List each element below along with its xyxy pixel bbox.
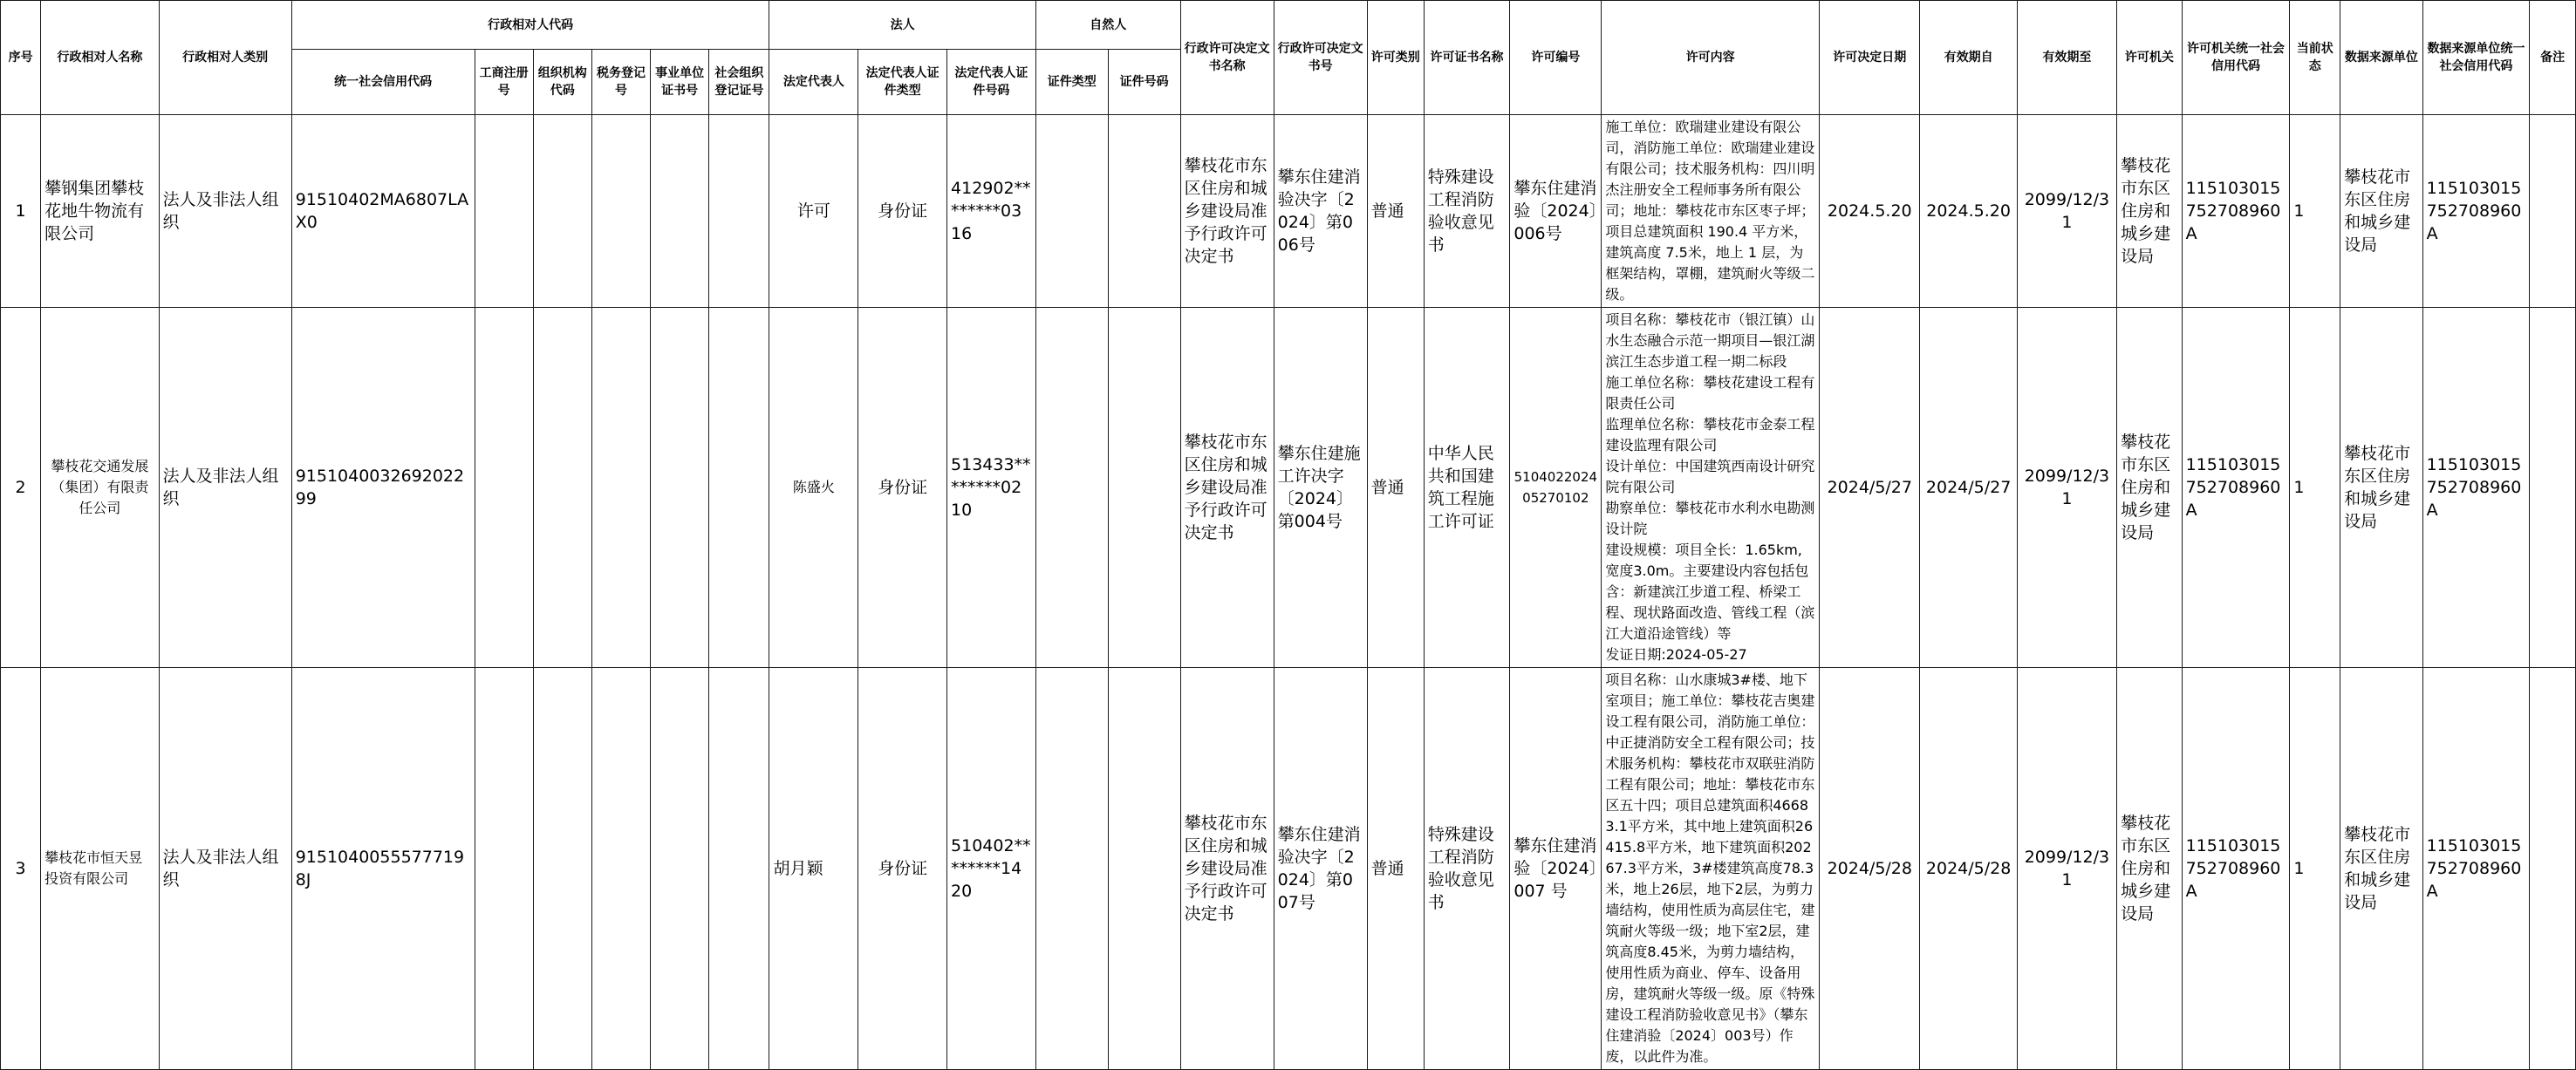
cell-decision-doc-name[interactable]: 攀枝花市东区住房和城乡建设局准予行政许可决定书 (1180, 308, 1274, 668)
header-seq[interactable]: 序号 (1, 1, 41, 115)
header-cert-type[interactable]: 证件类型 (1035, 50, 1108, 115)
cell-cert-no[interactable] (1108, 668, 1180, 1070)
cell-seq[interactable]: 3 (1, 668, 41, 1070)
cell-legal-rep[interactable]: 许可 (769, 115, 858, 308)
header-status[interactable]: 当前状态 (2290, 1, 2340, 115)
cell-code-tax[interactable] (591, 668, 650, 1070)
header-code-institution[interactable]: 事业单位证书号 (651, 50, 709, 115)
cell-remark[interactable] (2530, 668, 2576, 1070)
header-natural-group[interactable]: 自然人 (1035, 1, 1180, 50)
cell-source-unit[interactable]: 攀枝花市东区住房和城乡建设局 (2340, 668, 2422, 1070)
cell-permit-no[interactable]: 攀东住建消验〔2024〕006号 (1510, 115, 1602, 308)
cell-decision-doc-no[interactable]: 攀东住建施工许决字〔2024〕第004号 (1274, 308, 1367, 668)
cell-code-social[interactable] (709, 308, 769, 668)
header-permit-cert-name[interactable]: 许可证书名称 (1424, 1, 1510, 115)
header-permit-no[interactable]: 许可编号 (1510, 1, 1602, 115)
cell-code-usc[interactable]: 91510402MA6807LAX0 (291, 115, 475, 308)
cell-code-usc[interactable]: 91510400555777198J (291, 668, 475, 1070)
header-legal-group[interactable]: 法人 (769, 1, 1035, 50)
cell-legal-cert-no[interactable]: 412902********0316 (947, 115, 1036, 308)
cell-party-name[interactable]: 攀枝花市恒天昱投资有限公司 (41, 668, 159, 1070)
cell-party-type[interactable]: 法人及非法人组织 (159, 115, 291, 308)
header-source-code[interactable]: 数据来源单位统一社会信用代码 (2422, 1, 2530, 115)
table-row (1, 668, 2576, 1070)
header-code-social[interactable]: 社会组织登记证号 (709, 50, 769, 115)
header-remark[interactable]: 备注 (2530, 1, 2576, 115)
header-authority-code[interactable]: 许可机关统一社会信用代码 (2182, 1, 2290, 115)
cell-permit-cert-name[interactable]: 中华人民共和国建筑工程施工许可证 (1424, 308, 1510, 668)
cell-source-unit[interactable]: 攀枝花市东区住房和城乡建设局 (2340, 308, 2422, 668)
cell-source-code[interactable]: 115103015752708960A (2422, 668, 2530, 1070)
header-code-tax[interactable]: 税务登记号 (591, 50, 650, 115)
header-legal-rep[interactable]: 法定代表人 (769, 50, 858, 115)
cell-decision-doc-no[interactable]: 攀东住建消验决字〔2024〕第007号 (1274, 668, 1367, 1070)
cell-party-name[interactable]: 攀钢集团攀枝花地牛物流有限公司 (41, 115, 159, 308)
cell-legal-rep[interactable]: 陈盛火 (769, 308, 858, 668)
cell-code-social[interactable] (709, 115, 769, 308)
cell-permit-cert-name[interactable]: 特殊建设工程消防验收意见书 (1424, 115, 1510, 308)
cell-valid-to[interactable]: 2099/12/31 (2017, 115, 2116, 308)
cell-cert-type[interactable] (1035, 308, 1108, 668)
cell-permit-authority[interactable]: 攀枝花市东区住房和城乡建设局 (2117, 115, 2183, 308)
cell-legal-cert-type[interactable]: 身份证 (858, 308, 947, 668)
cell-valid-to[interactable]: 2099/12/31 (2017, 308, 2116, 668)
cell-permit-category[interactable]: 普通 (1367, 308, 1424, 668)
header-permit-category[interactable]: 许可类别 (1367, 1, 1424, 115)
header-decision-doc-name[interactable]: 行政许可决定文书名称 (1180, 1, 1274, 115)
cell-decision-doc-no[interactable]: 攀东住建消验决字〔2024〕第006号 (1274, 115, 1367, 308)
cell-authority-code[interactable]: 115103015752708960A (2182, 668, 2290, 1070)
cell-code-institution[interactable] (651, 308, 709, 668)
cell-cert-no[interactable] (1108, 115, 1180, 308)
header-valid-to[interactable]: 有效期至 (2017, 1, 2116, 115)
cell-source-code[interactable]: 115103015752708960A (2422, 308, 2530, 668)
cell-permit-category[interactable]: 普通 (1367, 668, 1424, 1070)
cell-decision-doc-name[interactable]: 攀枝花市东区住房和城乡建设局准予行政许可决定书 (1180, 115, 1274, 308)
cell-status[interactable]: 1 (2290, 308, 2340, 668)
table-row (1, 115, 2576, 308)
cell-decision-date[interactable]: 2024.5.20 (1820, 115, 1920, 308)
header-party-name[interactable]: 行政相对人名称 (41, 1, 159, 115)
cell-source-unit[interactable]: 攀枝花市东区住房和城乡建设局 (2340, 115, 2422, 308)
cell-permit-category[interactable]: 普通 (1367, 115, 1424, 308)
header-decision-doc-no[interactable]: 行政许可决定文书号 (1274, 1, 1367, 115)
cell-party-type[interactable]: 法人及非法人组织 (159, 308, 291, 668)
cell-code-org[interactable] (533, 308, 591, 668)
header-party-type[interactable]: 行政相对人类别 (159, 1, 291, 115)
cell-remark[interactable] (2530, 115, 2576, 308)
cell-permit-cert-name[interactable]: 特殊建设工程消防验收意见书 (1424, 668, 1510, 1070)
cell-authority-code[interactable]: 115103015752708960A (2182, 115, 2290, 308)
cell-seq[interactable]: 2 (1, 308, 41, 668)
cell-legal-cert-no[interactable]: 513433********0210 (947, 308, 1036, 668)
header-legal-cert-no[interactable]: 法定代表人证件号码 (947, 50, 1036, 115)
cell-code-org[interactable] (533, 668, 591, 1070)
table-row (1, 308, 2576, 668)
cell-authority-code[interactable]: 115103015752708960A (2182, 308, 2290, 668)
header-decision-date[interactable]: 许可决定日期 (1820, 1, 1920, 115)
cell-code-social[interactable] (709, 668, 769, 1070)
cell-code-tax[interactable] (591, 115, 650, 308)
cell-legal-cert-type[interactable]: 身份证 (858, 668, 947, 1070)
cell-cert-no[interactable] (1108, 308, 1180, 668)
cell-code-business[interactable] (475, 115, 533, 308)
header-valid-from[interactable]: 有效期自 (1920, 1, 2017, 115)
cell-legal-cert-type[interactable]: 身份证 (858, 115, 947, 308)
header-permit-content[interactable]: 许可内容 (1602, 1, 1820, 115)
cell-code-tax[interactable] (591, 308, 650, 668)
cell-seq[interactable]: 1 (1, 115, 41, 308)
header-cert-no[interactable]: 证件号码 (1108, 50, 1180, 115)
cell-code-business[interactable] (475, 308, 533, 668)
cell-valid-from[interactable]: 2024/5/27 (1920, 308, 2017, 668)
header-source-unit[interactable]: 数据来源单位 (2340, 1, 2422, 115)
header-code-business[interactable]: 工商注册号 (475, 50, 533, 115)
cell-remark[interactable] (2530, 308, 2576, 668)
cell-permit-no[interactable]: 攀东住建消验〔2024〕007 号 (1510, 668, 1602, 1070)
cell-code-org[interactable] (533, 115, 591, 308)
cell-valid-from[interactable]: 2024.5.20 (1920, 115, 2017, 308)
cell-code-institution[interactable] (651, 668, 709, 1070)
cell-permit-content[interactable]: 项目名称：攀枝花市（银江镇）山水生态融合示范一期项目—银江湖滨江生态步道工程一期二标段 施工单位名称：攀枝花建设工程有限责任公司 监理单位名称：攀枝花市金泰工程建设监理有限公司 设计单位：中国建筑西南设计研究院有限公司 勘察单位：攀枝花市水利水电勘测设计院 建设规模：项目全长：1.65km,宽度3.0m。主要建设内容包括包含：新建滨江步道工程、桥梁工程、现状路面改造、管线工程（滨江大道沿途管线）等 发证日期:2024-05-27 (1602, 308, 1820, 668)
cell-cert-type[interactable] (1035, 115, 1108, 308)
cell-code-institution[interactable] (651, 115, 709, 308)
cell-code-business[interactable] (475, 668, 533, 1070)
cell-code-usc[interactable]: 915104003269202299 (291, 308, 475, 668)
header-code-org[interactable]: 组织机构代码 (533, 50, 591, 115)
cell-source-code[interactable]: 115103015752708960A (2422, 115, 2530, 308)
header-permit-authority[interactable]: 许可机关 (2117, 1, 2183, 115)
cell-permit-content[interactable]: 施工单位：欧瑞建业建设有限公司，消防施工单位：欧瑞建业建设有限公司；技术服务机构：四川明杰注册安全工程师事务所有限公司；地址：攀枝花市东区枣子坪；项目总建筑面积 190.4 平方米，建筑高度 7.5米，地上 1 层，为框架结构，罩棚，建筑耐火等级二级。 (1602, 115, 1820, 308)
cell-permit-content[interactable]: 项目名称：山水康城3#楼、地下室项目；施工单位：攀枝花吉奥建设工程有限公司，消防施工单位：中正捷消防安全工程有限公司；技术服务机构：攀枝花市双联驻消防工程有限公司；地址：攀枝花市东区五十四；项目总建筑面积46683.1平方米，其中地上建筑面积26415.8平方米，地下建筑面积20267.3平方米，3#楼建筑高度78.3米，地上26层，地下2层，为剪力墙结构，使用性质为高层住宅，建筑耐火等级一级；地下室2层，建筑高度8.45米，为剪力墙结构，使用性质为商业、停车、设备用房，建筑耐火等级一级。原《特殊建设工程消防验收意见书》（攀东住建消验〔2024〕003号）作废，以此件为准。 (1602, 668, 1820, 1070)
cell-legal-cert-no[interactable]: 510402********1420 (947, 668, 1036, 1070)
cell-cert-type[interactable] (1035, 668, 1108, 1070)
cell-status[interactable]: 1 (2290, 115, 2340, 308)
cell-valid-from[interactable]: 2024/5/28 (1920, 668, 2017, 1070)
cell-party-name[interactable]: 攀枝花交通发展（集团）有限责任公司 (41, 308, 159, 668)
header-party-code-group[interactable]: 行政相对人代码 (291, 1, 769, 50)
cell-permit-no[interactable]: 510402202405270102 (1510, 308, 1602, 668)
cell-decision-date[interactable]: 2024/5/27 (1820, 308, 1920, 668)
cell-permit-authority[interactable]: 攀枝花市东区住房和城乡建设局 (2117, 668, 2183, 1070)
cell-party-type[interactable]: 法人及非法人组织 (159, 668, 291, 1070)
cell-decision-date[interactable]: 2024/5/28 (1820, 668, 1920, 1070)
header-legal-cert-type[interactable]: 法定代表人证件类型 (858, 50, 947, 115)
cell-decision-doc-name[interactable]: 攀枝花市东区住房和城乡建设局准予行政许可决定书 (1180, 668, 1274, 1070)
cell-legal-rep[interactable]: 胡月颖 (769, 668, 858, 1070)
cell-valid-to[interactable]: 2099/12/31 (2017, 668, 2116, 1070)
cell-permit-authority[interactable]: 攀枝花市东区住房和城乡建设局 (2117, 308, 2183, 668)
header-code-usc[interactable]: 统一社会信用代码 (291, 50, 475, 115)
cell-status[interactable]: 1 (2290, 668, 2340, 1070)
